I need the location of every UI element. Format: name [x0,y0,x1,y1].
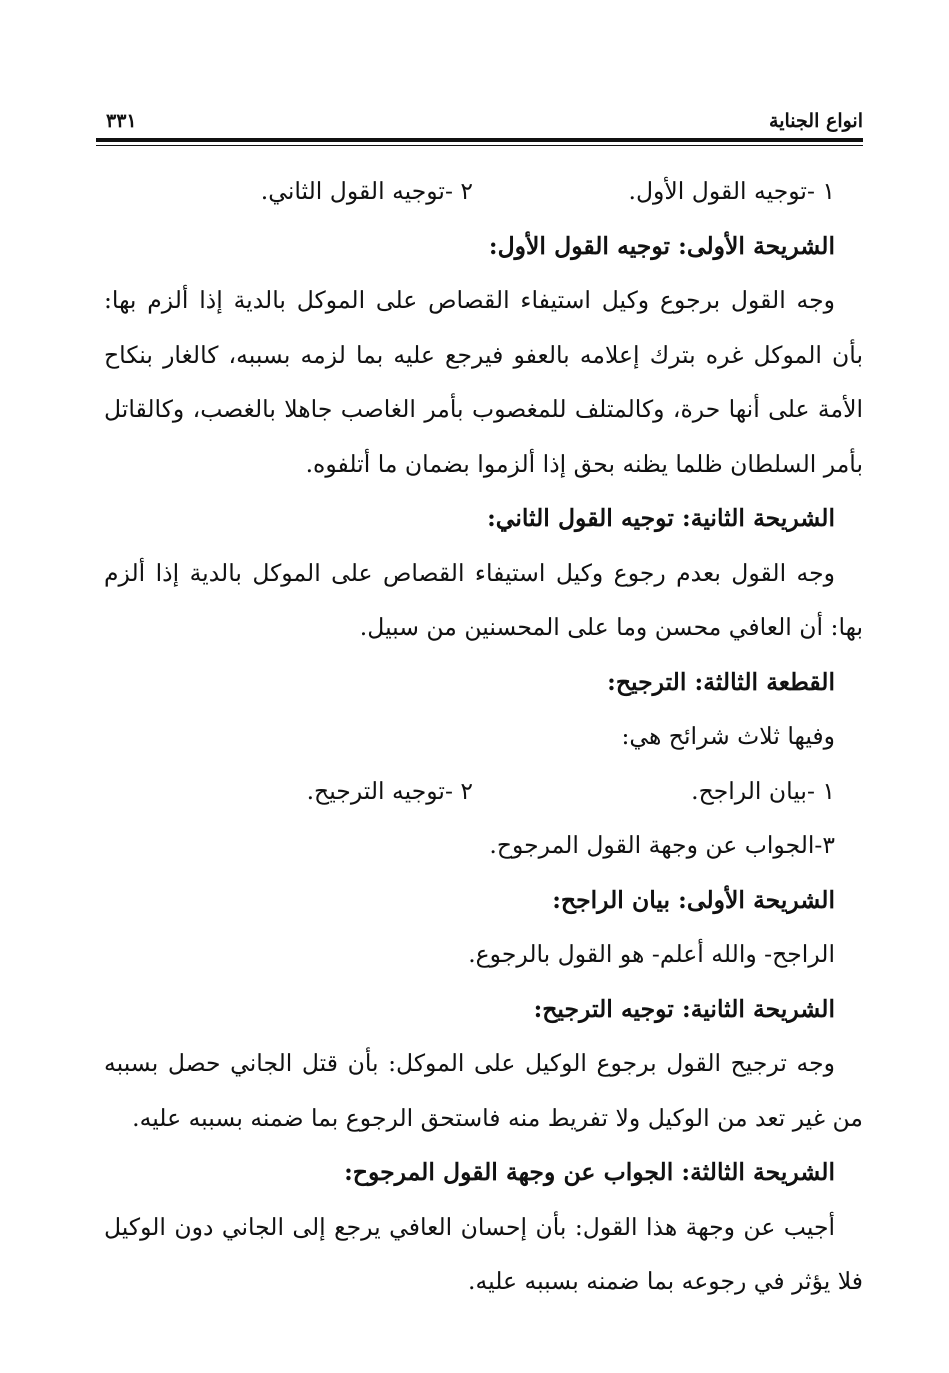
paragraph: وجه القول بعدم رجوع وكيل استيفاء القصاص على الموكل بالدية إذا ألزم بها: أن العافي محسن وما على المحسنين من سبيل. [104,558,863,641]
list-item: ١ -توجيه القول الأول. [628,177,835,205]
header-title: انواع الجناية [769,110,863,132]
list-item: ١ -بيان الراجح. [691,776,835,805]
paragraph: وجه ترجيح القول برجوع الوكيل على الموكل: بأن قتل الجاني حصل بسببه من غير تعد من الوكيل ولا تفريط منه فاستحق الرجوع بما ضمنه بسببه عليه. [104,1049,863,1132]
section-heading: الشريحة الأولى: بيان الراجح: [552,885,835,914]
section-heading: القطعة الثالثة: الترجيح: [607,667,835,696]
section-heading: الشريحة الثانية: توجيه القول الثاني: [487,504,835,532]
page-number: ٣٣١ [106,110,137,132]
header-rule-thin [96,145,863,146]
section-heading: الشريحة الثانية: توجيه الترجيح: [533,994,835,1023]
running-header [96,108,863,134]
header-rule-thick [96,138,863,142]
section-heading: الشريحة الأولى: توجيه القول الأول: [488,231,835,260]
list-item: ٣-الجواب عن وجهة القول المرجوح. [489,831,835,859]
list-item: ٢ -توجيه القول الثاني. [260,177,473,205]
page-body [104,164,863,1309]
section-heading: الشريحة الثالثة: الجواب عن وجهة القول المرجوح: [344,1158,835,1186]
paragraph: وجه القول برجوع وكيل استيفاء القصاص على الموكل بالدية إذا ألزم بها: بأن الموكل غره بترك إعلامه بالعفو فيرجع عليه بما لزمه بسببه، كالغار بنكاح الأمة على أنها حرة، وكالمتلف للمغصوب بأمر الغاصب جاهلا بالغصب، وكالقاتل بأمر السلطان ظلما يظنه بحق إذا ألزموا بضمان ما أتلفوه. [104,286,863,478]
list-row [104,764,863,819]
list-row [104,164,863,219]
list-item: ٢ -توجيه الترجيح. [306,776,473,805]
paragraph: أجيب عن وجهة هذا القول: بأن إحسان العافي يرجع إلى الجاني دون الوكيل فلا يؤثر في رجوعه بما ضمنه بسببه عليه. [104,1212,863,1295]
text-line: وفيها ثلاث شرائح هي: [621,722,835,750]
text-line: الراجح- والله أعلم- هو القول بالرجوع. [468,940,835,968]
